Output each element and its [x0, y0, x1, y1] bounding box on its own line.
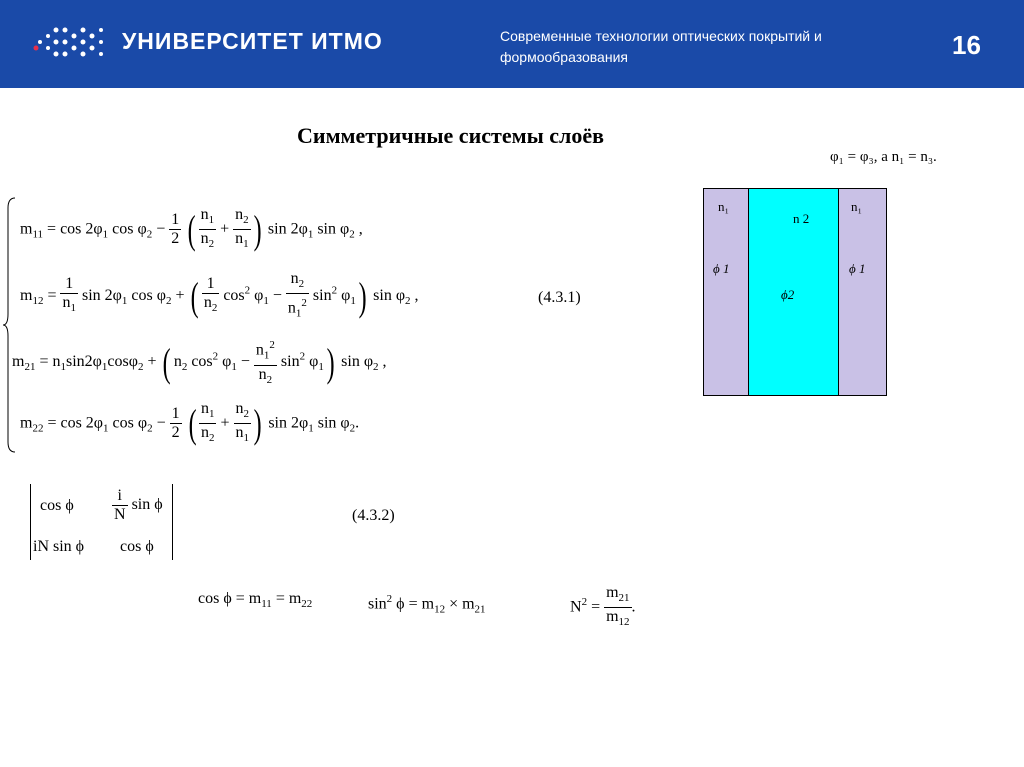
- equation-brace: [2, 196, 16, 454]
- layer-middle-phi: ϕ2: [781, 287, 795, 302]
- matrix-left-bar: [30, 484, 31, 560]
- matrix-cell-21: iN sin ϕ: [33, 538, 85, 555]
- layer-left-phi: ϕ 1: [713, 261, 730, 276]
- logo-text: УНИВЕРСИТЕТ ИТМО: [122, 28, 383, 54]
- layer-middle: [748, 188, 840, 396]
- itmo-logo-icon: [32, 24, 112, 60]
- equation-label-4-3-1: (4.3.1): [538, 289, 581, 306]
- equation-cos-phi: $\cos \phi = m_{11} = m_{22}$: [198, 590, 313, 611]
- slide-number: 16: [952, 30, 981, 60]
- symmetry-condition: φ₁ = φ₃, а n₁ = n₃.: [830, 149, 937, 165]
- equation-m12: $m_{12}$ = $\frac{1}{n_1}$ $\sin 2\varphi_1$ $\cos \varphi_2$ + ( $\frac{1}{n_2}$ $\cos^2 \varphi_1$ − $\frac{n_2}{n_1^2}$ $\sin^2 \varphi_1$) $\sin \varphi_2$ ,: [20, 270, 419, 320]
- matrix-cell-12: $\frac{i}{N}$ sin ϕ: [114, 487, 163, 523]
- slide-title: Симметричные системы слоёв: [297, 123, 605, 148]
- layer-right-phi: ϕ 1: [849, 261, 866, 276]
- course-title: Современные технологии оптических покрытий и формообразования: [500, 28, 822, 65]
- layer-left-n: n₁: [718, 199, 730, 214]
- matrix-right-bar: [172, 484, 173, 560]
- equation-label-4-3-2: (4.3.2): [352, 507, 395, 524]
- layer-left: [703, 188, 750, 396]
- header-bar: [0, 0, 1024, 88]
- equation-m22: $m_{22} = \cos 2\varphi_1$ $\cos \varphi_2$ − $\frac{1}{2}$ ( $\frac{n_1}{n_2}$ + $\frac{n_2}{n_1}$ ) $\sin 2\varphi_1$ $\sin \varphi_2$.: [20, 400, 360, 447]
- matrix-cell-11: cos ϕ: [40, 497, 74, 514]
- matrix-cell-22: cos ϕ: [120, 538, 154, 555]
- equation-sin2-phi: $\sin^2 \phi = m_{12} \times m_{21}$: [368, 593, 486, 616]
- equation-n-squared: $N^2$ = $\frac{m_{21}}{m_{12}}$ .: [570, 584, 636, 629]
- layer-diagram: [703, 188, 887, 396]
- equation-m21: $m_{21} = n_1\sin 2\varphi_1\cos\varphi_2$ + ( $n_2$ $\cos^2 \varphi_1$ − $\frac{n_1^2}{n_2}$ $\sin^2 \varphi_1$) $\sin \varphi_2$ ,: [12, 336, 387, 389]
- layer-right: [838, 188, 887, 396]
- layer-middle-n: n 2: [793, 211, 810, 226]
- layer-right-n: n₁: [851, 199, 863, 214]
- equation-m11: $m_{11} = \cos 2\varphi_1$ $\cos \varphi_2$ − $\frac{1}{2}$ ( $\frac{n_1}{n_2}$ + $\frac{n_2}{n_1}$ ) $\sin 2\varphi_1$ $\sin \varphi_2$ ,: [20, 206, 363, 253]
